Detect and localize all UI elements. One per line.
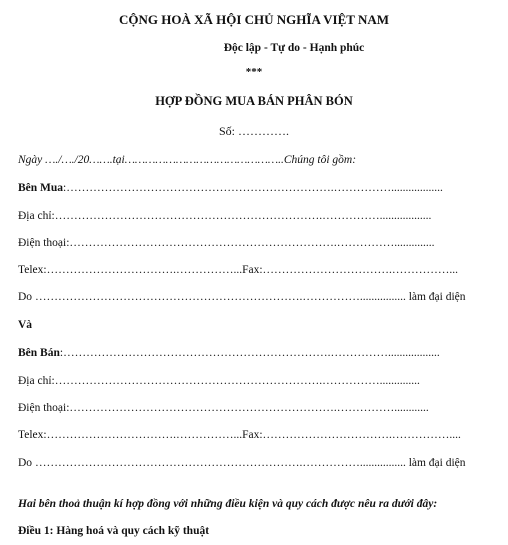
buyer-phone-line xyxy=(18,236,435,250)
seller-phone-label: Điện thoại: xyxy=(18,402,70,414)
seller-telex-label: Telex: xyxy=(18,429,47,441)
seller-name-line xyxy=(18,346,440,360)
buyer-representative-line xyxy=(18,290,466,304)
seller-address-fill: …………………………………………………………….…………….............. xyxy=(54,375,420,387)
buyer-rep-prefix: Do xyxy=(18,291,33,303)
seller-fax-label: Fax: xyxy=(242,429,263,441)
buyer-label: Bên Mua xyxy=(18,182,64,194)
seller-telex-fill: …………………………….……………... xyxy=(46,429,243,441)
seller-address-line xyxy=(18,374,420,388)
buyer-telex-fill: …………………………….……………... xyxy=(46,264,243,276)
seller-fax-fill: …………………………….…………….... xyxy=(262,429,461,441)
motto: Độc lập - Tự do - Hạnh phúc xyxy=(223,42,365,54)
buyer-rep-fill: …………………………………………………………….……………................ xyxy=(34,291,406,303)
contract-title: HỢP ĐỒNG MUA BÁN PHÂN BÓN xyxy=(155,94,353,108)
seller-rep-fill: …………………………………………………………….……………................ xyxy=(34,457,406,469)
seller-rep-prefix: Do xyxy=(18,457,33,469)
article-1-heading: Điều 1: Hàng hoá và quy cách kỹ thuật xyxy=(18,525,210,537)
buyer-address-fill: …………………………………………………………….…………….................. xyxy=(54,210,432,222)
buyer-name-fill: :…………………………………………………………….…………….................. xyxy=(63,182,443,194)
separator-stars: *** xyxy=(245,66,263,78)
buyer-phone-label: Điện thoại: xyxy=(18,237,70,249)
agreement-statement: Hai bên thoả thuận kí hợp đồng với những điều kiện và quy cách được nêu ra dưới đây: xyxy=(18,498,438,510)
buyer-address-line xyxy=(18,209,431,223)
seller-label: Bên Bán xyxy=(18,347,60,359)
buyer-phone-fill: …………………………………………………………….…………….............. xyxy=(69,237,435,249)
seller-name-fill: :…………………………………………………………….…………….................. xyxy=(59,347,440,359)
conjunction-and: Và xyxy=(18,319,33,331)
buyer-telex-fax-line xyxy=(18,263,458,277)
seller-rep-suffix: làm đại diện xyxy=(408,457,466,469)
country-heading: CỘNG HOÀ XÃ HỘI CHỦ NGHĨA VIỆT NAM xyxy=(118,12,390,27)
seller-telex-fax-line xyxy=(18,428,461,442)
buyer-fax-fill: …………………………….……………... xyxy=(262,264,459,276)
date-line: Ngày …./…./20…….tại………………………………………..Chúng tôi gồm: xyxy=(18,154,357,166)
contract-number: Số: …………. xyxy=(218,124,289,138)
seller-phone-fill: …………………………………………………………….……………............ xyxy=(69,402,429,414)
buyer-rep-suffix: làm đại diện xyxy=(408,291,466,303)
seller-address-label: Địa chỉ: xyxy=(18,375,55,387)
seller-representative-line xyxy=(18,456,466,470)
seller-phone-line xyxy=(18,401,429,415)
buyer-address-label: Địa chỉ: xyxy=(18,210,55,222)
buyer-fax-label: Fax: xyxy=(242,264,263,276)
buyer-telex-label: Telex: xyxy=(18,264,47,276)
buyer-name-line xyxy=(18,181,443,195)
